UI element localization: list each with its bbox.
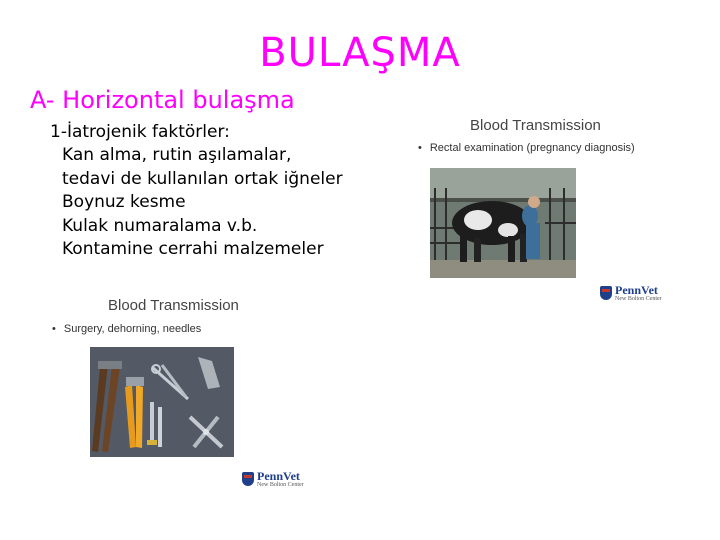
pennvet-logo-right (600, 284, 662, 302)
surgical-tools-photo (90, 347, 234, 457)
logo-subtext: New Bolton Center (615, 296, 662, 302)
factor-heading: 1-İatrojenik faktörler: (50, 122, 230, 142)
cow-examination-photo (430, 168, 576, 278)
left-panel-bullet: • Surgery, dehorning, needles (52, 323, 282, 335)
right-panel-heading: Blood Transmission (470, 117, 601, 134)
list-item: tedavi de kullanılan ortak iğneler (62, 168, 343, 189)
right-panel-bullet: • Rectal examination (pregnancy diagnosis) (418, 142, 688, 154)
factor-items (50, 144, 343, 262)
section-subtitle: A- Horizontal bulaşma (30, 86, 295, 114)
logo-text: PennVet (257, 469, 300, 483)
list-item: Kan alma, rutin aşılamalar, (62, 145, 292, 165)
shield-icon (600, 286, 612, 300)
list-item: Kulak numaralama v.b. (62, 215, 258, 236)
shield-icon (242, 472, 254, 486)
list-item: Kontamine cerrahi malzemeler (62, 239, 324, 259)
right-slide-panel (418, 117, 688, 154)
left-slide-panel (52, 297, 282, 335)
pennvet-logo-left (242, 470, 304, 488)
list-item: Boynuz kesme (62, 192, 186, 212)
factor-list (50, 120, 343, 262)
logo-text: PennVet (615, 283, 658, 297)
left-panel-heading: Blood Transmission (108, 297, 239, 314)
logo-subtext: New Bolton Center (257, 482, 304, 488)
page-title: BULAŞMA (259, 30, 461, 76)
